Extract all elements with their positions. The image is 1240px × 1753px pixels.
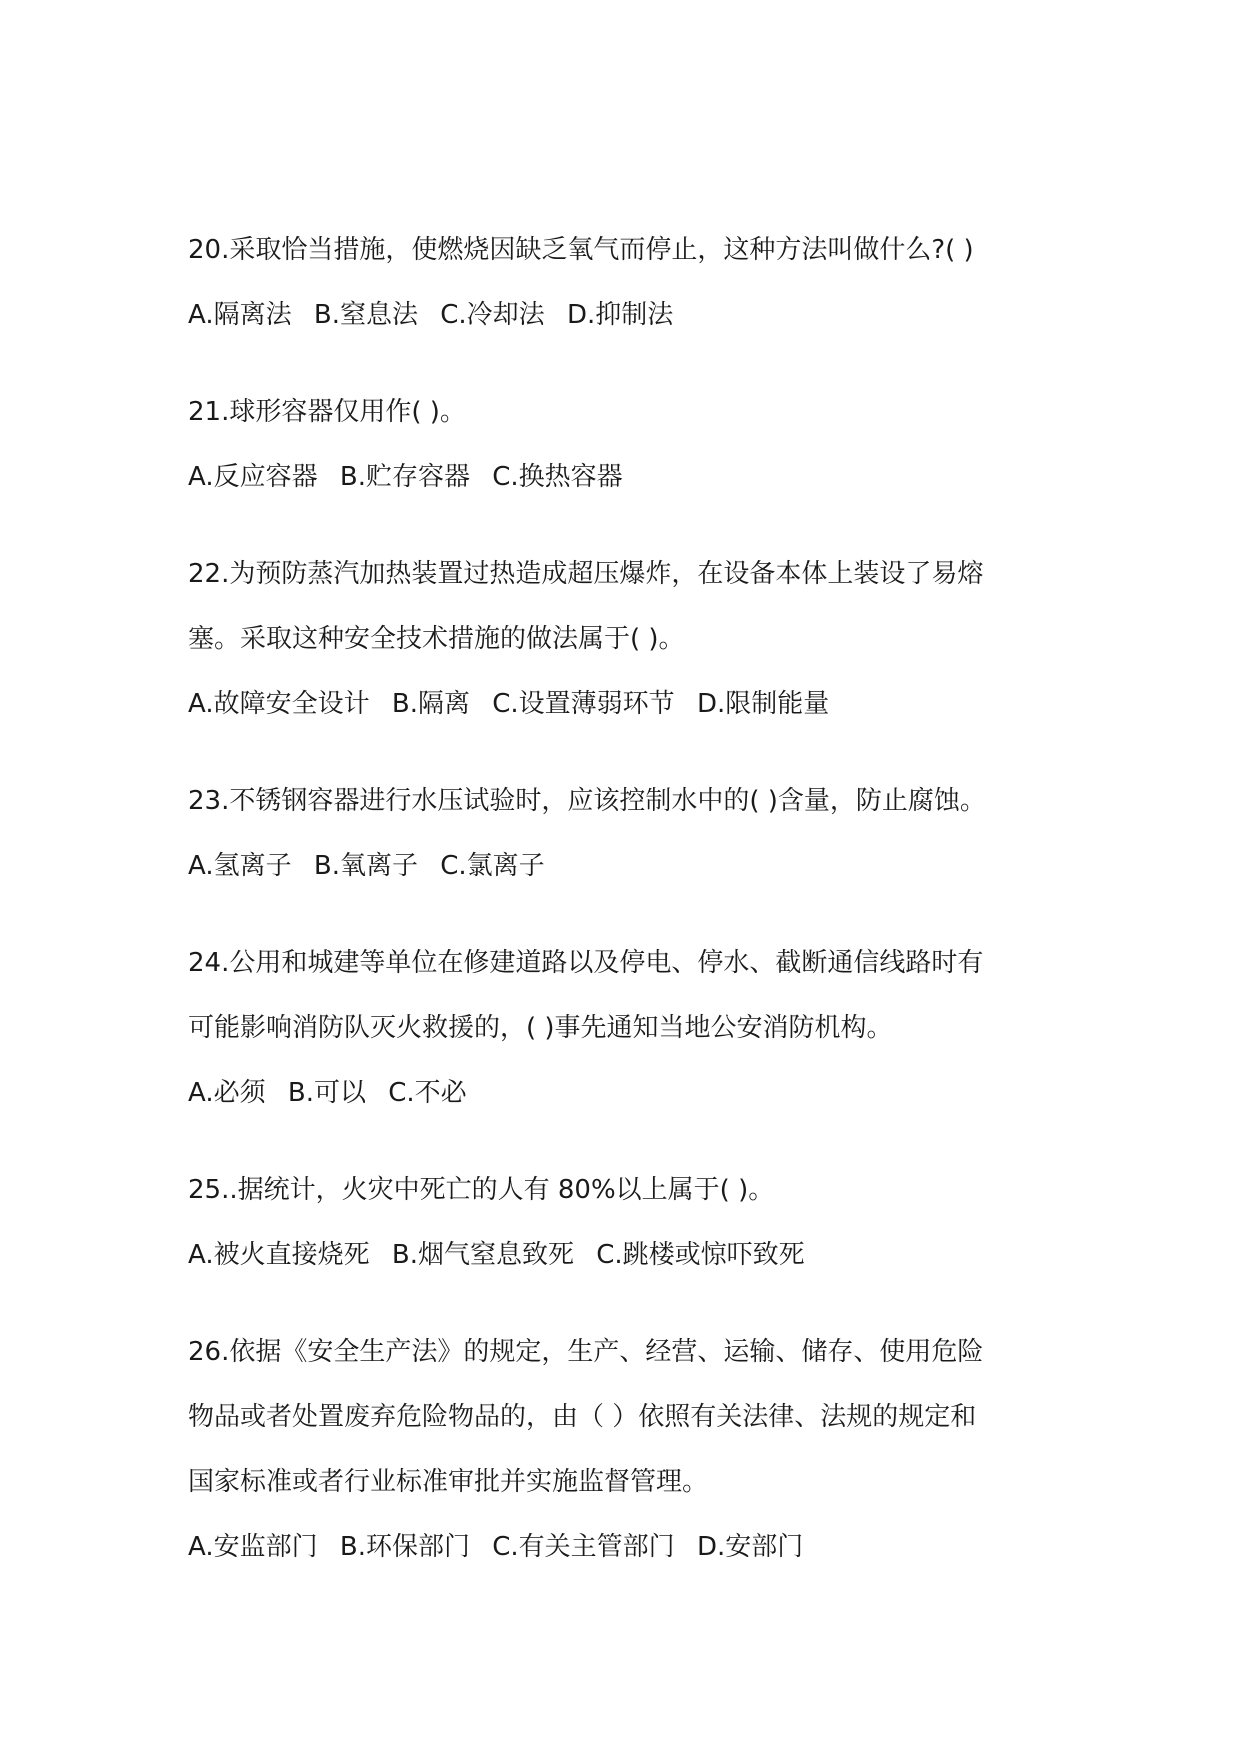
question-22 <box>188 542 1068 737</box>
option-c: C.跳楼或惊吓致死 <box>596 1240 805 1270</box>
question-text: 20.采取恰当措施，使燃烧因缺乏氧气而停止，这种方法叫做什么?( ) <box>188 235 974 265</box>
option-b: B.窒息法 <box>313 300 418 330</box>
option-c: C.氯离子 <box>440 851 545 881</box>
option-a: A.必须 <box>188 1078 266 1108</box>
options-row <box>188 834 1068 899</box>
options-row <box>188 445 1068 510</box>
option-d: D.安部门 <box>696 1532 804 1562</box>
option-b: B.隔离 <box>391 689 470 719</box>
question-24 <box>188 931 1068 1126</box>
question-text: 23.不锈钢容器进行水压试验时，应该控制水中的( )含量，防止腐蚀。 <box>188 786 986 816</box>
option-a: A.氢离子 <box>188 851 292 881</box>
question-text: 22.为预防蒸汽加热装置过热造成超压爆炸，在设备本体上装设了易熔 <box>188 559 984 589</box>
option-b: B.环保部门 <box>339 1532 470 1562</box>
option-a: A.反应容器 <box>188 462 318 492</box>
options-row <box>188 1061 1068 1126</box>
option-a: A.隔离法 <box>188 300 292 330</box>
option-c: C.有关主管部门 <box>492 1532 675 1562</box>
options-row <box>188 672 1068 737</box>
question-text-continued: 塞。采取这种安全技术措施的做法属于( )。 <box>188 624 685 654</box>
question-text-continued: 可能影响消防队灭火救援的，( )事先通知当地公安消防机构。 <box>188 1013 893 1043</box>
question-26 <box>188 1320 1068 1580</box>
option-c: C.不必 <box>388 1078 467 1108</box>
option-c: C.冷却法 <box>440 300 545 330</box>
option-b: B.可以 <box>287 1078 366 1108</box>
option-a: A.被火直接烧死 <box>188 1240 370 1270</box>
question-25 <box>188 1158 1068 1288</box>
question-list <box>188 218 1068 1612</box>
question-text: 25..据统计，火灾中死亡的人有 80%以上属于( )。 <box>188 1175 775 1205</box>
options-row <box>188 1223 1068 1288</box>
options-row <box>188 283 1068 348</box>
option-c: C.设置薄弱环节 <box>492 689 675 719</box>
question-21 <box>188 380 1068 510</box>
question-23 <box>188 769 1068 899</box>
option-b: B.贮存容器 <box>339 462 470 492</box>
option-a: A.故障安全设计 <box>188 689 370 719</box>
option-c: C.换热容器 <box>492 462 623 492</box>
option-b: B.烟气窒息致死 <box>391 1240 574 1270</box>
question-20 <box>188 218 1068 348</box>
question-text: 26.依据《安全生产法》的规定，生产、经营、运输、储存、使用危险 <box>188 1337 984 1367</box>
option-a: A.安监部门 <box>188 1532 318 1562</box>
question-text-continued: 物品或者处置废弃危险物品的，由（ ）依照有关法律、法规的规定和 <box>188 1402 977 1432</box>
options-row <box>188 1515 1068 1580</box>
question-text: 24.公用和城建等单位在修建道路以及停电、停水、截断通信线路时有 <box>188 948 984 978</box>
question-text-continued: 国家标准或者行业标准审批并实施监督管理。 <box>188 1467 709 1497</box>
option-d: D.限制能量 <box>696 689 830 719</box>
question-text: 21.球形容器仅用作( )。 <box>188 397 466 427</box>
option-d: D.抑制法 <box>566 300 674 330</box>
option-b: B.氧离子 <box>313 851 418 881</box>
